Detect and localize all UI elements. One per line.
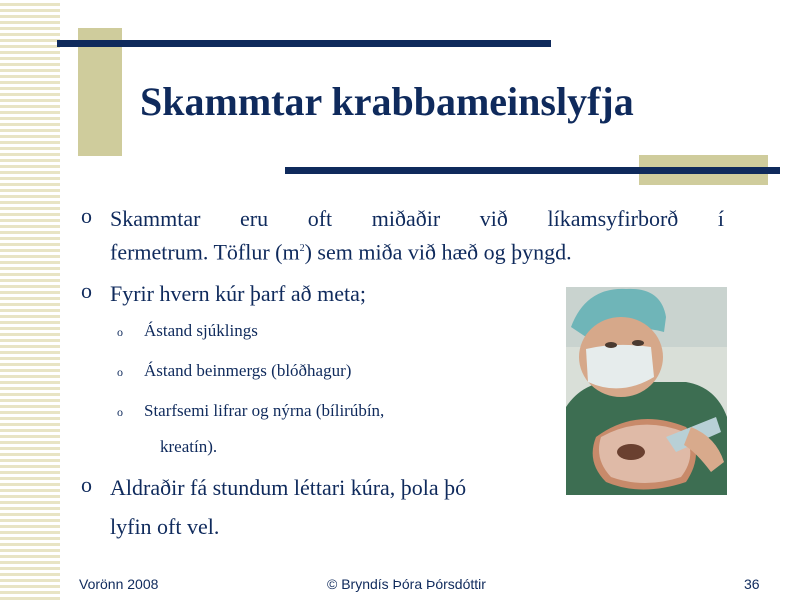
bullet-1-line-1: Skammtar eru oft miðaðir við líkamsyfirborð í	[110, 206, 724, 231]
bullet-3-line-1: Aldraðir fá stundum léttari kúra, þola þó	[110, 475, 467, 500]
sub-item-2: Ástand beinmergs (blóðhagur)	[144, 361, 352, 380]
decorative-stripes	[0, 0, 60, 600]
bullet-1-line-2: fermetrum. Töflur $(m^2)$ sem miða við hæð og þyngd.	[110, 239, 572, 265]
sub-bullet-marker: o	[117, 365, 123, 379]
bullet-3-line-2: lyfin oft vel.	[110, 514, 220, 539]
title-rule-bottom	[285, 167, 780, 174]
accent-block-left	[78, 28, 122, 156]
sub-item-1: Ástand sjúklings	[144, 321, 258, 340]
slide-title: Skammtar krabbameinslyfja	[140, 79, 634, 124]
page-number: 36	[744, 576, 760, 592]
bullet-marker: o	[81, 203, 92, 228]
sub-bullet-marker: o	[117, 325, 123, 339]
sub-bullet-marker: o	[117, 405, 123, 419]
surgeon-photo	[566, 287, 727, 495]
sub-item-3-continuation: kreatín).	[160, 437, 218, 456]
bullet-marker: o	[81, 278, 92, 303]
footer-author: © Bryndís Þóra Þórsdóttir	[327, 576, 486, 592]
bullet-2-text: Fyrir hvern kúr þarf að meta;	[110, 281, 366, 306]
superscript-2: 2	[299, 243, 305, 254]
title-rule-top	[57, 40, 551, 47]
sub-item-3: Starfsemi lifrar og nýrna (bílirúbín,	[144, 401, 385, 420]
footer-term: Vorönn 2008	[79, 576, 159, 592]
bullet-marker: o	[81, 472, 92, 497]
